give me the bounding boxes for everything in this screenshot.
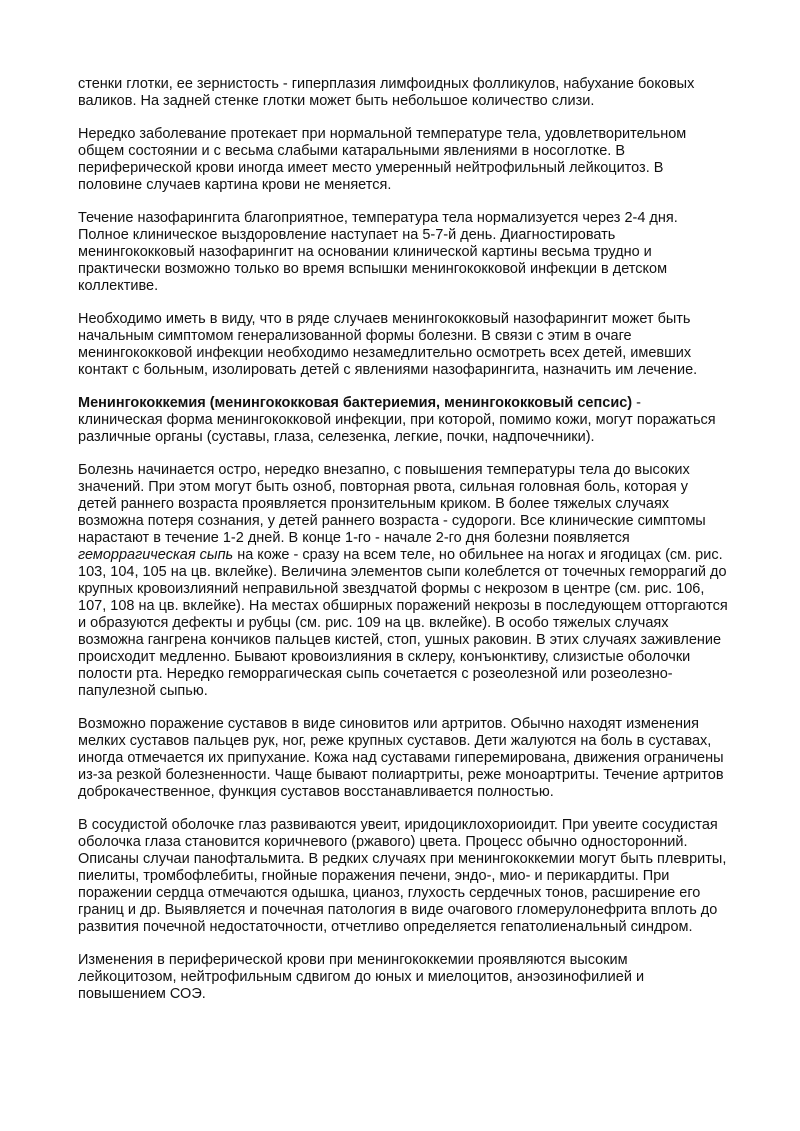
paragraph-normal-temperature bbox=[78, 126, 728, 194]
paragraph-eyes-organs bbox=[78, 817, 728, 936]
term-emphasis: геморрагическая сыпь bbox=[78, 547, 234, 563]
paragraph-text: Болезнь начинается остро, нередко внезапно, с повышения температуры тела до высоких значений. При этом могут быть озноб, повторная рвота, сильная головная боль, которая у детей раннего возраста проявляется пронзительным криком. В более тяжелых случаях возможна потеря сознания, у детей раннего возраста - судороги. Все клинические симптомы нарастают в течение 1-2 дней. В конце 1-го - начале 2-го дня болезни появляется bbox=[78, 462, 706, 546]
paragraph-text: на коже - сразу на всем теле, но обильнее на ногах и ягодицах (см. рис. 103, 104, 105 на цв. вклейке). Величина элементов сыпи колеблется от точечных геморрагий до крупных кровоизлияний неправильной звездчатой формы с некрозом в центре (см. рис. 106, 107, 108 на цв. вклейке). На местах обширных поражений некрозы в последующем отторгаются и образуются дефекты и рубцы (см. рис. 109 на цв. вклейке). В особо тяжелых случаях возможна гангрена кончиков пальцев кистей, стоп, ушных раковин. В этих случаях заживление происходит медленно. Бывают кровоизлияния в склеру, конъюнктиву, слизистые оболочки полости рта. Нередко геморрагическая сыпь сочетается с розеолезной или розеолезно-папулезной сыпью. bbox=[78, 547, 728, 699]
paragraph-meningococcemia-definition bbox=[78, 395, 728, 446]
paragraph-text: стенки глотки, ее зернистость - гиперплазия лимфоидных фолликулов, набухание боковых валиков. На задней стенке глотки может быть небольшое количество слизи. bbox=[78, 76, 695, 109]
paragraph-course bbox=[78, 210, 728, 295]
paragraph-blood bbox=[78, 952, 728, 1003]
paragraph-text: Изменения в периферической крови при менингококкемии проявляются высоким лейкоцитозом, нейтрофильным сдвигом до юных и миелоцитов, анэозинофилией и повышением СОЭ. bbox=[78, 952, 645, 1002]
paragraph-pharynx bbox=[78, 76, 728, 110]
paragraph-text: Течение назофарингита благоприятное, температура тела нормализуется через 2-4 дня. Полное клиническое выздоровление наступает на 5-7-й день. Диагностировать менингококковый назофарингит на основании клинической картины весьма трудно и практически возможно только во время вспышки менингококковой инфекции в детском коллективе. bbox=[78, 210, 678, 294]
paragraph-text: Нередко заболевание протекает при нормальной температуре тела, удовлетворительном общем состоянии и с весьма слабыми катаральными явлениями в носоглотке. В периферической крови иногда имеет место умеренный нейтрофильный лейкоцитоз. В половине случаев картина крови не меняется. bbox=[78, 126, 687, 193]
paragraph-text: Необходимо иметь в виду, что в ряде случаев менингококковый назофарингит может быть начальным симптомом генерализованной формы болезни. В связи с этим в очаге менингококковой инфекции необходимо незамедлительно осмотреть всех детей, имевших контакт с больным, изолировать детей с явлениями назофарингита, назначить им лечение. bbox=[78, 311, 698, 378]
paragraph-generalized-form bbox=[78, 311, 728, 379]
paragraph-onset bbox=[78, 462, 728, 700]
paragraph-text: - клиническая форма менингококковой инфекции, при которой, помимо кожи, могут поражаться различные органы (суставы, глаза, селезенка, легкие, почки, надпочечники). bbox=[78, 395, 716, 445]
paragraph-joints bbox=[78, 716, 728, 801]
term-heading: Менингококкемия (менингококковая бактериемия, менингококковый сепсис) bbox=[78, 395, 633, 411]
paragraph-text: В сосудистой оболочке глаз развиваются увеит, иридоциклохориоидит. При увеите сосудистая оболочка глаза становится коричневого (ржавого) цвета. Процесс обычно односторонний. Описаны случаи панофтальмита. В редких случаях при менингококкемии могут быть плевриты, пиелиты, тромбофлебиты, гнойные поражения печени, эндо-, мио- и перикардиты. При поражении сердца отмечаются одышка, цианоз, глухость сердечных тонов, расширение его границ и др. Выявляется и почечная патология в виде очагового гломерулонефрита вплоть до развития почечной недостаточности, отчетливо определяется гепатолиенальный синдром. bbox=[78, 817, 727, 935]
paragraph-text: Возможно поражение суставов в виде синовитов или артритов. Обычно находят изменения мелких суставов пальцев рук, ног, реже крупных суставов. Дети жалуются на боль в суставах, иногда отмечается их припухание. Кожа над суставами гиперемирована, движения ограничены из-за резкой болезненности. Чаще бывают полиартриты, реже моноартриты. Течение артритов доброкачественное, функция суставов восстанавливается полностью. bbox=[78, 716, 724, 800]
document-page bbox=[78, 76, 728, 1019]
